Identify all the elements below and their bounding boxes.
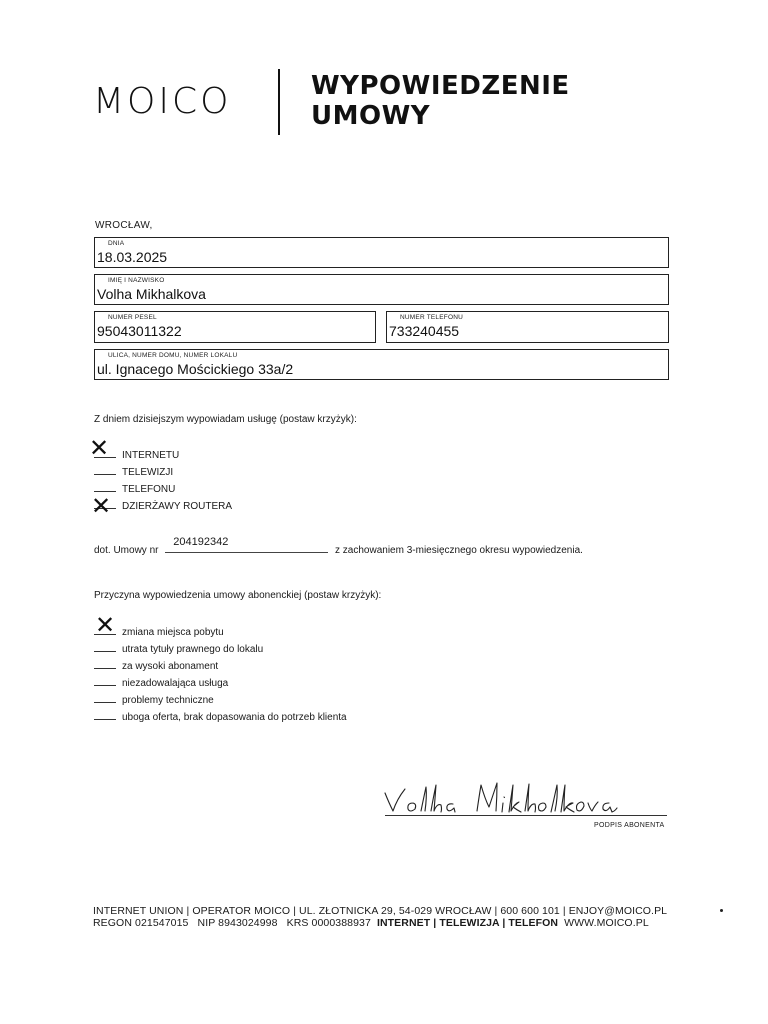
services-intro: Z dniem dzisiejszym wypowiadam usługę (postaw krzyżyk):	[94, 414, 357, 425]
reason-option[interactable]	[94, 642, 263, 655]
x-mark-icon: ✕	[95, 611, 116, 639]
service-label: DZIERŻAWY ROUTERA	[122, 501, 233, 512]
reasons-intro: Przyczyna wypowiedzenia umowy abonenckiej (postaw krzyżyk):	[94, 590, 382, 601]
footer-registry-numbers: REGON 021547015 NIP 8943024998 KRS 0000388937	[93, 917, 377, 929]
address-value: ul. Ignacego Mościckiego 33a/2	[97, 361, 294, 377]
phone-value: 733240455	[389, 323, 460, 339]
reason-option[interactable]	[94, 676, 228, 689]
contract-line	[94, 536, 583, 556]
checkbox-blank	[94, 465, 116, 475]
signature-label: PODPIS ABONENTA	[594, 822, 665, 829]
checkbox-blank	[94, 482, 116, 492]
address-label: ULICA, NUMER DOMU, NUMER LOKALU	[108, 352, 238, 359]
reason-option[interactable]	[94, 693, 214, 706]
reason-label: uboga oferta, brak dopasowania do potrzeb klienta	[122, 712, 347, 723]
name-label: IMIĘ I NAZWISKO	[108, 277, 165, 284]
reason-option[interactable]	[94, 659, 218, 672]
header-divider	[278, 69, 280, 135]
contract-number: 204192342	[173, 536, 229, 548]
service-label: TELEWIZJI	[122, 467, 174, 478]
handwritten-signature	[383, 775, 623, 817]
title-line-1: WYPOWIEDZENIE	[311, 71, 570, 101]
service-label: INTERNETU	[122, 450, 180, 461]
pesel-label: NUMER PESEL	[108, 314, 157, 321]
signature-line	[385, 815, 667, 816]
checkbox-blank	[94, 693, 116, 703]
pesel-field[interactable]	[94, 311, 376, 343]
reason-label: utrata tytuły prawnego do lokalu	[122, 644, 264, 655]
checkbox-blank	[94, 710, 116, 720]
reason-label: zmiana miejsca pobytu	[122, 627, 224, 638]
footer-website: WWW.MOICO.PL	[558, 917, 649, 929]
footer-company-info: INTERNET UNION | OPERATOR MOICO | UL. ZŁOTNICKA 29, 54-029 WROCŁAW | 600 600 101 | ENJOY@MOICO.PL	[93, 905, 668, 917]
x-mark-icon: ✕	[91, 492, 112, 520]
phone-field[interactable]	[386, 311, 669, 343]
pesel-value: 95043011322	[97, 323, 182, 339]
service-option-router[interactable]	[94, 499, 232, 512]
phone-label: NUMER TELEFONU	[400, 314, 463, 321]
contract-suffix: z zachowaniem 3-miesięcznego okresu wypowiedzenia.	[335, 545, 583, 556]
moico-logo: MOICO	[93, 81, 232, 122]
name-value: Volha Mikhalkova	[97, 286, 206, 302]
date-label: DNIA	[108, 240, 125, 247]
address-field[interactable]	[94, 349, 669, 380]
city-label: WROCŁAW,	[95, 220, 153, 231]
checkbox-blank	[94, 659, 116, 669]
footer-registry-info	[93, 917, 649, 929]
contract-prefix: dot. Umowy nr	[94, 545, 159, 556]
date-value: 18.03.2025	[97, 249, 168, 265]
footer-services: INTERNET | TELEWIZJA | TELEFON	[376, 917, 559, 929]
date-field[interactable]	[94, 237, 669, 268]
reason-label: niezadowalająca usługa	[122, 678, 229, 689]
title-line-2: UMOWY	[311, 101, 431, 131]
service-label: TELEFONU	[122, 484, 176, 495]
service-option-tv[interactable]	[94, 465, 173, 478]
name-field[interactable]	[94, 274, 669, 305]
stray-dot	[720, 909, 723, 912]
checkbox-blank	[94, 676, 116, 686]
checkbox-blank	[94, 642, 116, 652]
x-mark-icon: ✕	[89, 434, 110, 462]
reason-label: problemy techniczne	[122, 695, 214, 706]
reason-label: za wysoki abonament	[122, 661, 219, 672]
document-title	[311, 71, 570, 131]
reason-option[interactable]	[94, 710, 347, 723]
contract-number-field[interactable]	[165, 536, 328, 553]
